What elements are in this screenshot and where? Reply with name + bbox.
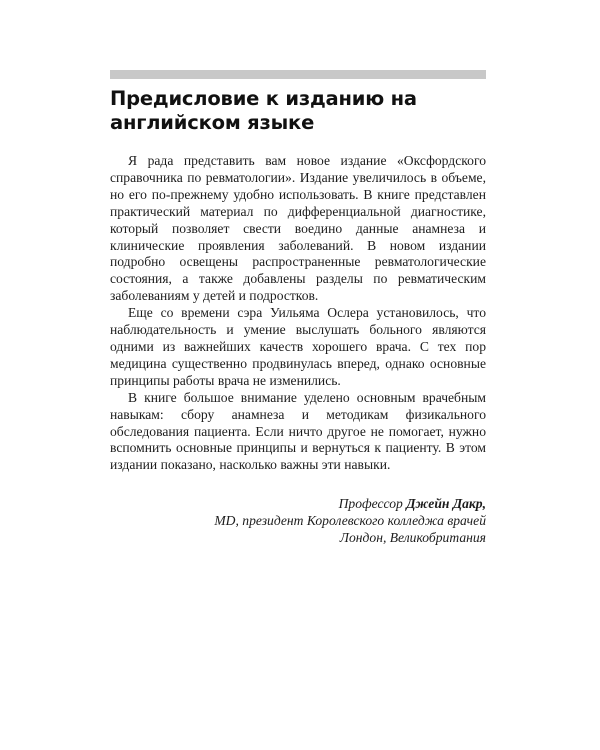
signature-title: Профессор	[338, 496, 407, 512]
page-title: Предисловие к изданию на английском языке	[110, 87, 417, 134]
signature-line-1	[110, 495, 486, 512]
signature-name: Джейн Дакр,	[406, 496, 486, 512]
preface-body	[110, 153, 486, 474]
header-rule	[110, 70, 486, 79]
signature-block	[110, 495, 486, 546]
paragraph-3: В книге большое внимание уделено основным врачебным навыкам: сбору анамнеза и методикам физикального обследования пациента. Если ничто другое не помогает, нужно вспомнить основные принципы и вернуться к пациенту. В этом издании показано, насколько важны эти навыки.	[110, 389, 486, 473]
paragraph-1: Я рада представить вам новое издание «Оксфордского справочника по ревматологии». Издание увеличилось в объеме, но его по-прежнему удобно использовать. В книге представлен практический материал по дифференциальной диагностике, который позволяет свести воедино данные анамнеза и клинические проявления заболеваний. В новом издании подробно освещены распространенные ревматологические состояния, а также добавлены разделы по ревматическим заболеваниям у детей и подростков.	[110, 153, 486, 304]
signature-position: MD, президент Королевского колледжа врачей	[214, 513, 486, 529]
paragraph-2: Еще со времени сэра Уильяма Ослера установилось, что наблюдательность и умение выслушать больного являются одними из важнейших качеств хорошего врача. С тех пор медицина существенно продвинулась вперед, однако основные принципы работы врача не изменились.	[110, 305, 486, 388]
signature-location: Лондон, Великобритания	[339, 530, 486, 546]
book-page	[110, 70, 486, 546]
